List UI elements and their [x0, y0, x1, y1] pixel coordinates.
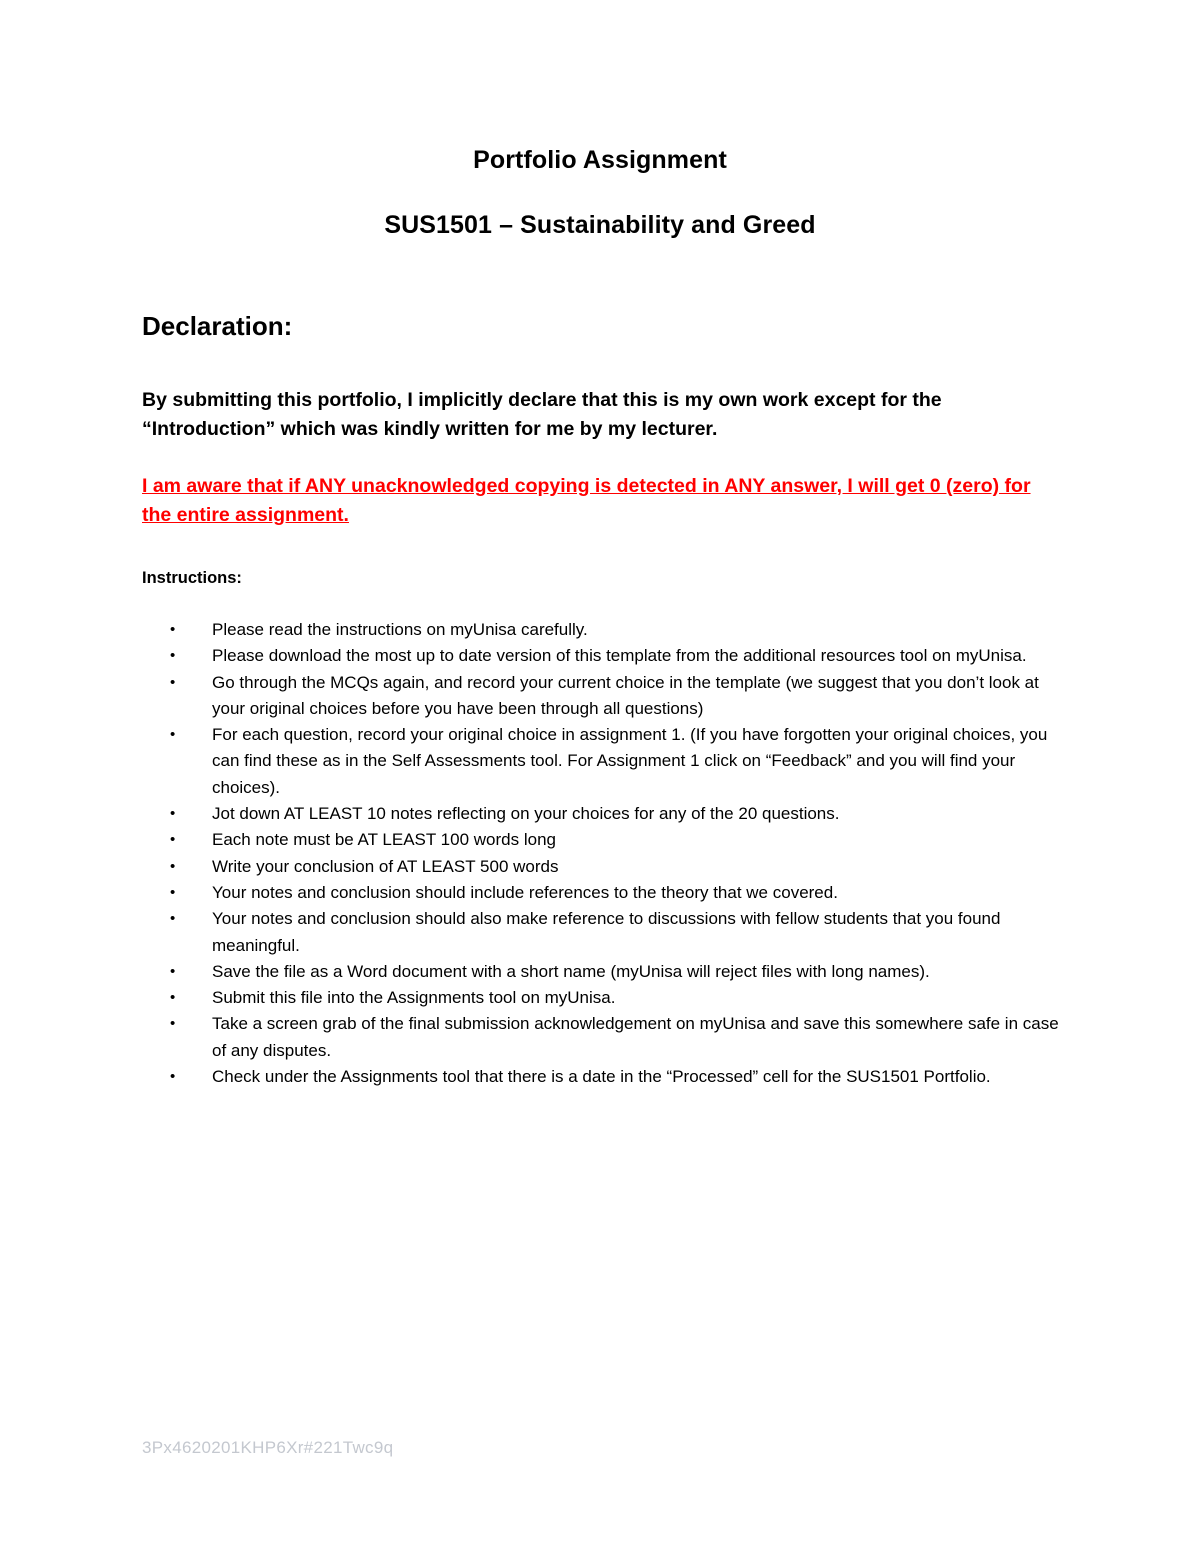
- instruction-item: [142, 801, 1062, 827]
- instruction-item: [142, 722, 1062, 801]
- instruction-item: [142, 880, 1062, 906]
- declaration-intro-word: Introduction: [151, 418, 266, 440]
- instruction-text: Please download the most up to date version of this template from the additional resources tool on myUnisa.: [212, 646, 1027, 666]
- declaration-text-part-2: ” which was kindly written for me by my lecturer.: [265, 418, 718, 440]
- bullet-icon: •: [170, 726, 176, 744]
- instruction-text: Jot down AT LEAST 10 notes reflecting on your choices for any of the 20 questions.: [212, 804, 840, 824]
- instruction-item: [142, 959, 1062, 985]
- instruction-item: [142, 617, 1062, 643]
- document-subtitle: SUS1501 – Sustainability and Greed: [384, 211, 816, 239]
- instruction-text: Your notes and conclusion should include references to the theory that we covered.: [212, 882, 838, 902]
- instruction-item: [142, 827, 1062, 853]
- declaration-heading: Declaration:: [142, 311, 293, 341]
- instruction-item: [142, 985, 1062, 1011]
- instruction-text: Submit this file into the Assignments tool on myUnisa.: [212, 988, 616, 1008]
- instruction-item: [142, 643, 1062, 669]
- bullet-icon: •: [170, 673, 176, 691]
- instruction-text: Please read the instructions on myUnisa carefully.: [212, 620, 588, 639]
- bullet-icon: •: [170, 1068, 176, 1086]
- instructions-heading: Instructions:: [142, 569, 242, 587]
- instruction-item: [142, 670, 1062, 723]
- plagiarism-warning: I am aware that if ANY unacknowledged copying is detected in ANY answer, I will get 0 (zero) for the entire assignment.: [142, 475, 1031, 526]
- bullet-icon: •: [170, 831, 176, 849]
- document-watermark: 3Px4620201KHP6Xr#221Twc9q: [142, 1438, 394, 1457]
- instruction-text: Go through the MCQs again, and record your current choice in the template (we suggest that you don’t look at your original choices before you have been through all questions): [212, 672, 1039, 718]
- instructions-list: [142, 617, 1062, 1090]
- bullet-icon: •: [170, 805, 176, 823]
- instruction-item: [142, 854, 1062, 880]
- instruction-text: For each question, record your original choice in assignment 1. (If you have forgotten your original choices, you can find these as in the Self Assessments tool. For Assignment 1 click on “Feedback” and you will find your choices).: [212, 725, 1048, 797]
- instruction-text: Each note must be AT LEAST 100 words long: [212, 830, 556, 850]
- document-title: Portfolio Assignment: [473, 146, 727, 174]
- instruction-item: [142, 1064, 1062, 1090]
- bullet-icon: •: [170, 883, 176, 901]
- instruction-text: Write your conclusion of AT LEAST 500 words: [212, 856, 559, 876]
- bullet-icon: •: [170, 989, 176, 1007]
- declaration-text: [142, 386, 1062, 444]
- bullet-icon: •: [170, 857, 176, 875]
- instruction-text: Your notes and conclusion should also make reference to discussions with fellow students that you found meaningful.: [212, 909, 1001, 955]
- bullet-icon: •: [170, 962, 176, 980]
- bullet-icon: •: [170, 910, 176, 928]
- bullet-icon: •: [170, 621, 176, 638]
- instruction-item: [142, 1011, 1062, 1064]
- declaration-text-part-1: By submitting this portfolio, I implicitly declare that this is my own work except for the “: [142, 389, 942, 440]
- instruction-text: Take a screen grab of the final submission acknowledgement on myUnisa and save this somewhere safe in case of any disputes.: [212, 1014, 1059, 1060]
- instruction-item: [142, 906, 1062, 959]
- instruction-text: Check under the Assignments tool that there is a date in the “Processed” cell for the SUS1501 Portfolio.: [212, 1067, 991, 1087]
- instruction-text: Save the file as a Word document with a short name (myUnisa will reject files with long names).: [212, 961, 930, 981]
- bullet-icon: •: [170, 647, 176, 665]
- bullet-icon: •: [170, 1015, 176, 1033]
